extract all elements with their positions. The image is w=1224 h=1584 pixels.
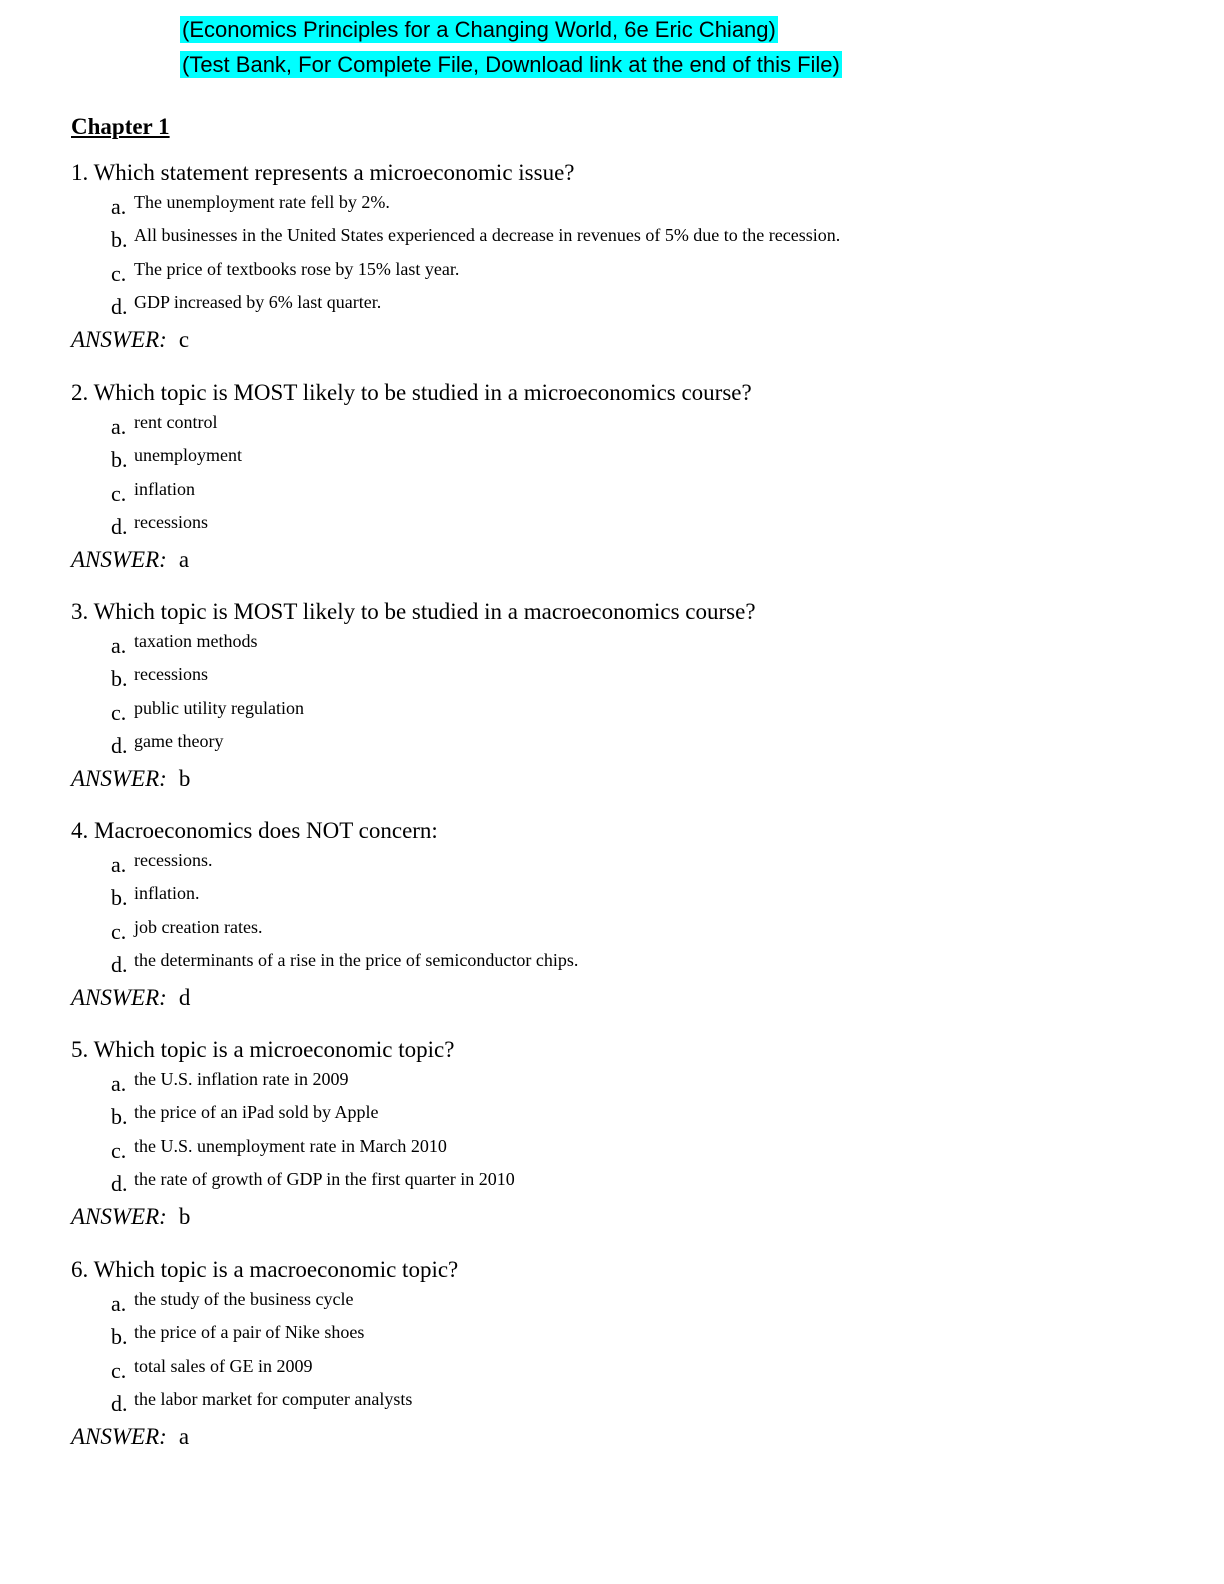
- answer-value: c: [178, 327, 190, 353]
- answer-value: b: [178, 766, 191, 792]
- option-item: [111, 882, 1171, 915]
- option-item: [111, 697, 1171, 730]
- answer-label: ANSWER:: [71, 327, 167, 353]
- option-letter: d.: [111, 293, 128, 319]
- option-text: inflation.: [134, 883, 200, 904]
- option-text: taxation methods: [134, 631, 258, 651]
- question-block: [71, 1256, 1171, 1451]
- option-letter: b.: [111, 227, 128, 253]
- question-text: 1. Which statement represents a microeconomic issue?: [71, 160, 575, 185]
- option-item: [111, 258, 1171, 291]
- answer-line: [71, 326, 1171, 354]
- question-block: [71, 1036, 1171, 1231]
- option-item: [111, 191, 1171, 224]
- option-item: [111, 411, 1171, 444]
- banner-subtitle: (Test Bank, For Complete File, Download link at the end of this File): [182, 52, 840, 77]
- option-text: unemployment: [134, 445, 242, 466]
- option-letter: d.: [111, 513, 128, 539]
- option-list: [111, 630, 1171, 763]
- option-text: recessions: [134, 511, 208, 532]
- option-letter: b.: [111, 666, 128, 692]
- answer-value: b: [178, 1204, 191, 1230]
- option-item: [111, 291, 1171, 324]
- question-block: [71, 379, 1171, 574]
- option-text: public utility regulation: [134, 697, 304, 718]
- option-text: recessions.: [134, 850, 213, 870]
- option-letter: a.: [111, 633, 127, 658]
- option-letter: c.: [111, 699, 127, 725]
- option-text: GDP increased by 6% last quarter.: [134, 291, 382, 312]
- option-text: the U.S. unemployment rate in March 2010: [134, 1135, 447, 1156]
- option-item: [111, 511, 1171, 544]
- option-item: [111, 1101, 1171, 1134]
- answer-label: ANSWER:: [71, 766, 167, 792]
- chapter-title: Chapter 1: [71, 114, 170, 139]
- question-block: [71, 598, 1171, 793]
- answer-line: [71, 1203, 1171, 1231]
- option-list: [111, 849, 1171, 982]
- option-text: The price of textbooks rose by 15% last year.: [134, 258, 460, 279]
- option-item: [111, 949, 1171, 982]
- option-text: job creation rates.: [134, 916, 263, 937]
- option-item: [111, 849, 1171, 882]
- option-text: total sales of GE in 2009: [134, 1355, 313, 1376]
- option-item: [111, 916, 1171, 949]
- answer-line: [71, 765, 1171, 793]
- option-text: the determinants of a rise in the price of semiconductor chips.: [134, 949, 579, 970]
- option-item: [111, 1288, 1171, 1321]
- question-text: 6. Which topic is a macroeconomic topic?: [71, 1257, 459, 1282]
- option-letter: a.: [111, 194, 127, 219]
- option-letter: b.: [111, 885, 128, 911]
- answer-value: a: [178, 547, 190, 573]
- option-letter: c.: [111, 480, 127, 506]
- option-letter: d.: [111, 951, 128, 977]
- answer-value: d: [178, 985, 191, 1011]
- answer-line: [71, 546, 1171, 574]
- option-item: [111, 1168, 1171, 1201]
- option-letter: a.: [111, 852, 127, 877]
- option-item: [111, 1388, 1171, 1421]
- option-text: the price of a pair of Nike shoes: [134, 1322, 365, 1343]
- option-text: game theory: [134, 730, 224, 751]
- option-item: [111, 224, 1171, 257]
- answer-line: [71, 1423, 1171, 1451]
- option-item: [111, 1321, 1171, 1354]
- option-item: [111, 730, 1171, 763]
- option-text: inflation: [134, 478, 195, 499]
- option-item: [111, 444, 1171, 477]
- answer-value: a: [178, 1424, 190, 1450]
- option-list: [111, 1068, 1171, 1201]
- option-letter: c.: [111, 918, 127, 944]
- option-item: [111, 663, 1171, 696]
- option-list: [111, 411, 1171, 544]
- option-letter: c.: [111, 260, 127, 286]
- option-letter: b.: [111, 447, 128, 473]
- option-letter: a.: [111, 414, 127, 439]
- option-item: [111, 1135, 1171, 1168]
- question-text: 4. Macroeconomics does NOT concern:: [71, 818, 438, 843]
- question-block: [71, 817, 1171, 1012]
- option-list: [111, 191, 1171, 324]
- option-item: [111, 1068, 1171, 1101]
- option-list: [111, 1288, 1171, 1421]
- answer-label: ANSWER:: [71, 985, 167, 1011]
- option-item: [111, 1355, 1171, 1388]
- question-text: 3. Which topic is MOST likely to be studied in a macroeconomics course?: [71, 599, 756, 624]
- question-text: 5. Which topic is a microeconomic topic?: [71, 1037, 455, 1062]
- option-letter: a.: [111, 1071, 127, 1096]
- option-letter: b.: [111, 1324, 128, 1350]
- option-text: rent control: [134, 412, 218, 432]
- option-text: The unemployment rate fell by 2%.: [134, 192, 390, 212]
- option-text: the U.S. inflation rate in 2009: [134, 1069, 349, 1089]
- answer-label: ANSWER:: [71, 547, 167, 573]
- question-text: 2. Which topic is MOST likely to be studied in a microeconomics course?: [71, 380, 752, 405]
- option-text: the rate of growth of GDP in the first quarter in 2010: [134, 1168, 515, 1189]
- option-text: recessions: [134, 664, 208, 685]
- answer-label: ANSWER:: [71, 1424, 167, 1450]
- option-item: [111, 478, 1171, 511]
- option-letter: d.: [111, 732, 128, 758]
- option-text: the study of the business cycle: [134, 1289, 354, 1309]
- option-text: All businesses in the United States experienced a decrease in revenues of 5% due to the recession.: [134, 225, 841, 246]
- option-text: the labor market for computer analysts: [134, 1388, 413, 1409]
- option-letter: c.: [111, 1357, 127, 1383]
- option-text: the price of an iPad sold by Apple: [134, 1102, 379, 1123]
- option-item: [111, 630, 1171, 663]
- option-letter: a.: [111, 1291, 127, 1316]
- option-letter: c.: [111, 1137, 127, 1163]
- banner-title: (Economics Principles for a Changing World, 6e Eric Chiang): [182, 17, 776, 42]
- answer-line: [71, 984, 1171, 1012]
- option-letter: d.: [111, 1170, 128, 1196]
- question-block: [71, 159, 1171, 354]
- option-letter: d.: [111, 1390, 128, 1416]
- answer-label: ANSWER:: [71, 1204, 167, 1230]
- option-letter: b.: [111, 1104, 128, 1130]
